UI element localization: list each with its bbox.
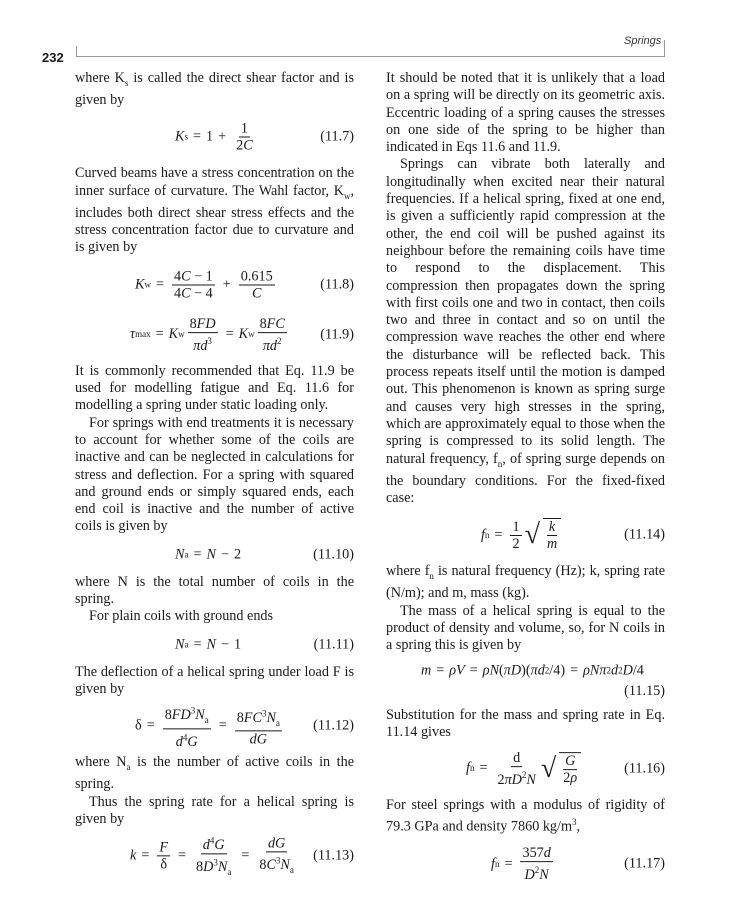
paragraph: It should be noted that it is unlikely that a load on a spring will be directly on its geometric axis. Eccentric loading of a spring causes the stresses on one side of the spring to be higher than indicated in Eqs 11.6 and 11.9. bbox=[386, 70, 665, 156]
paragraph: Curved beams have a stress concentration on the inner surface of curvature. The Wahl factor, $K_w$, includes both direct shear stress effects and the stress concentration factor due to curvature and is given by bbox=[75, 165, 354, 256]
equation-11-7: K s = 1 + $\frac{1}{2C}$ (11.7) bbox=[175, 120, 354, 154]
equation-11-15: m = ρV = ρN ( πD )( πd 2 /4) = ρNπ 2 d 2 D /4 (11.15) bbox=[421, 661, 665, 700]
header-tick-right bbox=[664, 40, 665, 56]
paragraph: For springs with end treatments it is necessary to account for whether some of the coils are inactive and can be neglected in calculations for stress and deflection. For a spring with squared and ground ends or simply squared ends, each end coil is inactive and the number of active coils is given by bbox=[75, 414, 354, 535]
equation-11-16: f n = $\frac{d}{2\pi D^2N}$ √ $\frac{G}{2\rho}$ (11.16) bbox=[466, 750, 665, 789]
paragraph: where N is the total number of coils in the spring. bbox=[75, 573, 354, 607]
header-rule bbox=[76, 56, 665, 57]
equation-11-17: f n = $\frac{357d}{D^2N}$ (11.17) bbox=[491, 845, 665, 884]
running-title: Springs bbox=[624, 35, 662, 47]
equation-11-10: N a = N − 2 (11.10) bbox=[175, 546, 354, 563]
right-column bbox=[386, 70, 665, 892]
paragraph: The mass of a helical spring is equal to the product of density and volume, so, for N coils in a spring this is given by bbox=[386, 602, 665, 654]
paragraph: Springs can vibrate both laterally and longitudinally when excited near their natural frequencies. If a helical spring, fixed at one end, is given a sufficiently rapid compression at the other, the end coil will be pushed against its neighbour before the remaining coils have time to respond to the displacement. This compression then propagates down the spring with first coils one and two in contact, then coils two and three in contact and so on until the compression wave reaches the other end where the disturbance will be reflected back. This process repeats itself until the motion is damped out. This phenomenon is known as spring surge and causes very high stresses in the spring, which are approximately equal to those when the spring is compressed to its solid length. The natural frequency, $f_n$, of spring surge depends on the boundary conditions. For the fixed-fixed case: bbox=[386, 156, 665, 506]
equation-11-13: k = $\frac{F}{\delta}$ = $\frac{d^4G}{8D^3N_a}$ = $\frac{dG}{8C^3N_a}$ (11.13) bbox=[75, 834, 354, 878]
paragraph: It is commonly recommended that Eq. 11.9 be used for modelling fatigue and Eq. 11.6 for modelling a spring under static loading only. bbox=[75, 362, 354, 414]
paragraph: where $K_s$ is called the direct shear factor and is given by bbox=[75, 70, 355, 109]
left-column bbox=[75, 70, 354, 884]
paragraph: where $N_a$ is the number of active coils in the spring. bbox=[75, 754, 355, 793]
equation-11-11: N a = N − 1 (11.11) bbox=[175, 635, 354, 652]
paragraph: Thus the spring rate for a helical spring is given by bbox=[75, 793, 354, 827]
equation-11-14: f n = $\frac{1}{2}$ √ $\frac{k}{m}$ (11.14) bbox=[481, 518, 665, 553]
page-number: 232 bbox=[42, 50, 64, 65]
equation-11-8: K w = $\frac{4C - 1}{4C - 4}$ + $\frac{0.615}{C}$ (11.8) bbox=[135, 268, 354, 302]
header-tick-left bbox=[76, 46, 77, 56]
paragraph: For steel springs with a modulus of rigidity of 79.3 GPa and density 7860 $kg/m^3$, bbox=[386, 797, 665, 836]
paragraph: For plain coils with ground ends bbox=[89, 608, 274, 625]
paragraph: where $f_n$ is natural frequency (Hz); k, spring rate (N/m); and m, mass (kg). bbox=[386, 563, 665, 602]
equation-11-12: δ = $\frac{8FD^3N_a}{d^4G}$ = $\frac{8FC^3N_a}{dG}$ (11.12) bbox=[75, 704, 354, 748]
equation-11-9: τ max = K w $\frac{8FD}{\pi d^3}$ = K w $\frac{8FC}{\pi d^2}$ (11.9) bbox=[130, 315, 354, 354]
paragraph: Substitution for the mass and spring rate in Eq. 11.14 gives bbox=[386, 706, 665, 740]
paragraph: The deflection of a helical spring under load F is given by bbox=[75, 663, 354, 697]
